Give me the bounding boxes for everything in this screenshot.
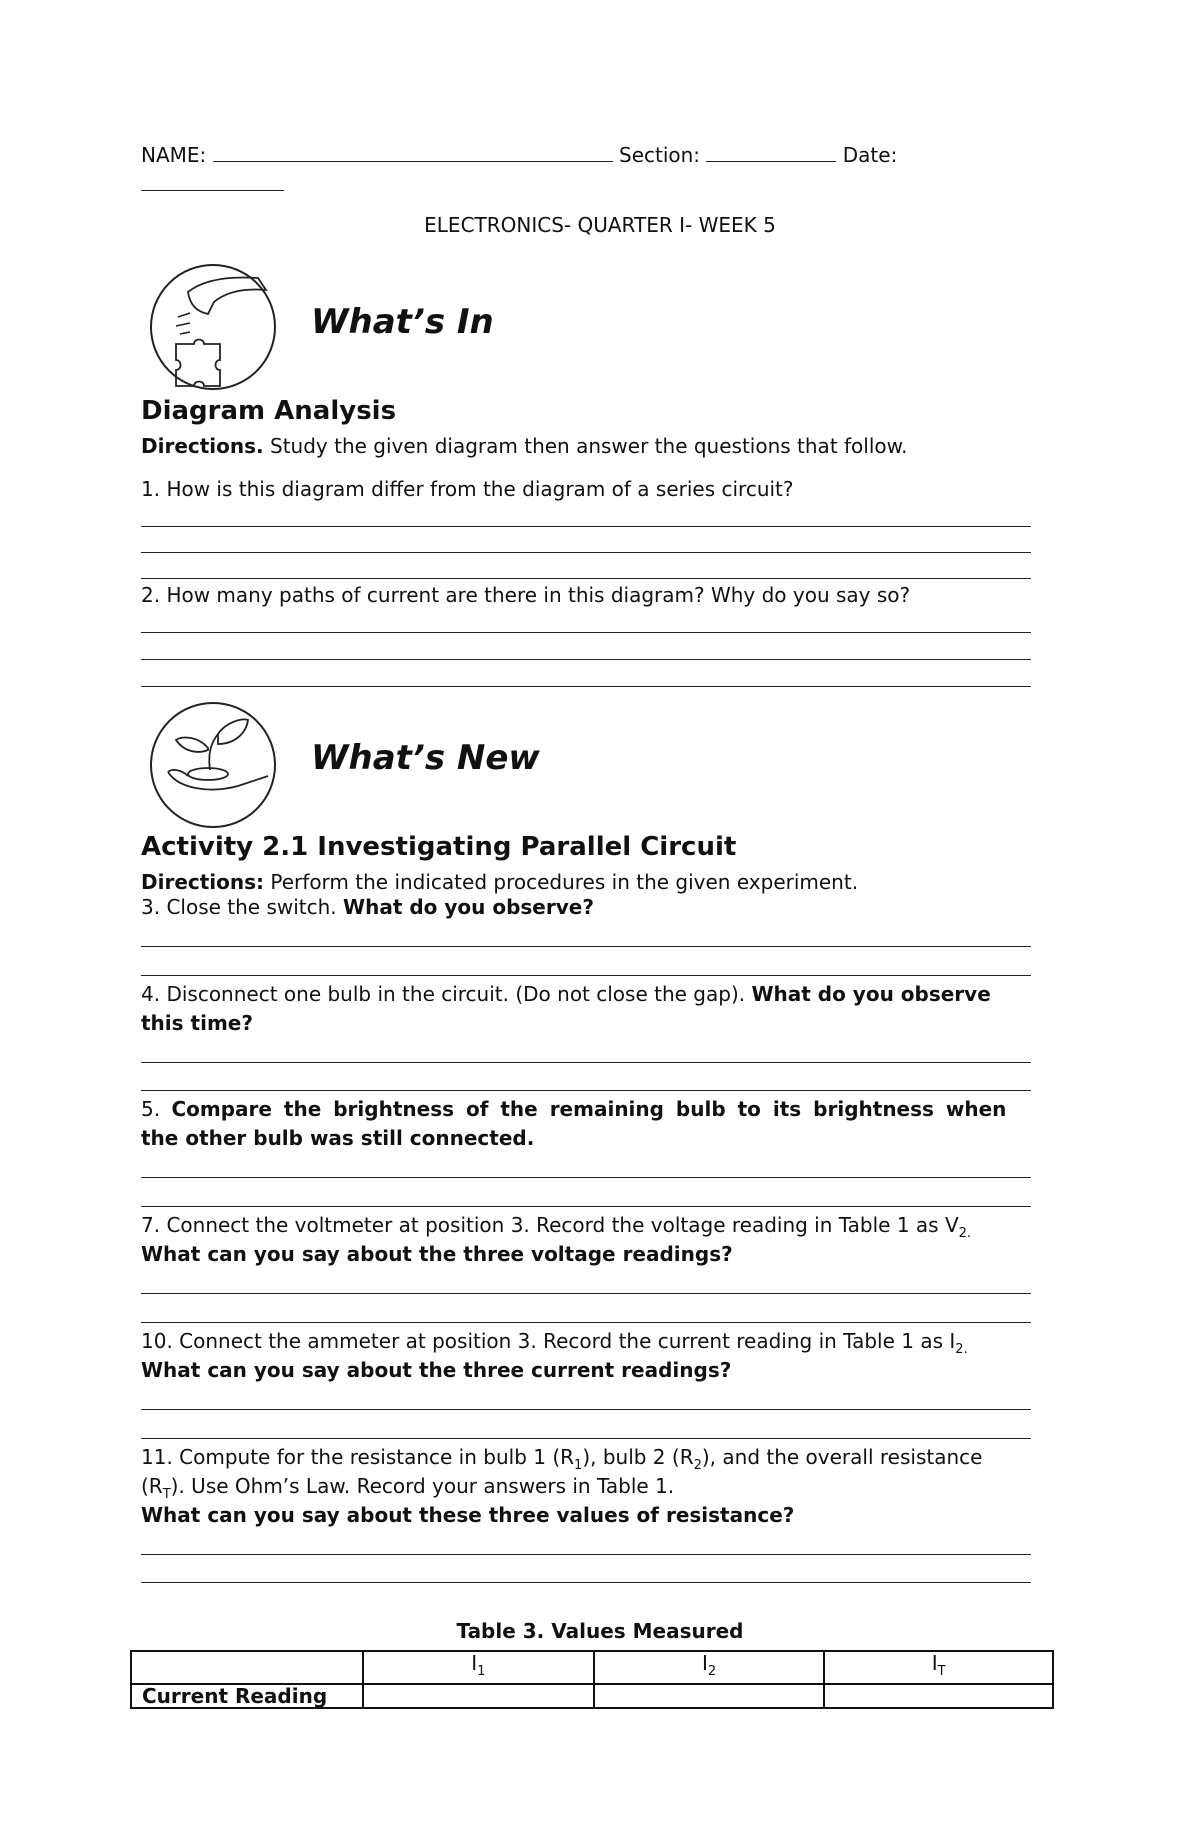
values-table — [130, 1650, 1054, 1709]
diagram-analysis-subheading: Diagram Analysis — [141, 396, 397, 426]
question-11-prompt: What can you say about these three values of resistance? — [141, 1503, 795, 1527]
header-label: I — [471, 1651, 478, 1675]
answer-line[interactable] — [141, 659, 1031, 660]
table-row-label: Current Reading — [131, 1684, 363, 1708]
question-5-prompt: Compare the brightness of the remaining bulb to its brightness when — [171, 1097, 1007, 1121]
header-label: I — [931, 1651, 938, 1675]
table-header-cell — [594, 1651, 825, 1684]
directions-text: Perform the indicated procedures in the given experiment. — [264, 870, 859, 894]
directions-label: Directions. — [141, 434, 264, 458]
name-label: NAME: — [141, 143, 207, 167]
header-sub: 2 — [707, 1664, 717, 1679]
answer-line[interactable] — [141, 578, 1031, 579]
answer-line[interactable] — [141, 1206, 1031, 1207]
question-5-prompt-cont: the other bulb was still connected. — [141, 1126, 535, 1150]
whats-in-directions — [141, 433, 908, 459]
question-11-sub: 2 — [693, 1458, 702, 1473]
whats-new-heading: What’s New — [311, 738, 540, 778]
question-11-text: 11. Compute for the resistance in bulb 1 (R — [141, 1445, 575, 1469]
table-row — [131, 1684, 1053, 1708]
question-5 — [141, 1096, 1006, 1122]
table-header-row — [131, 1651, 1053, 1684]
answer-line[interactable] — [141, 1582, 1031, 1583]
question-11-text: ), bulb 2 (R — [582, 1445, 694, 1469]
question-11-text: (R — [141, 1474, 163, 1498]
table-header-cell — [363, 1651, 594, 1684]
question-11-text: ). Use Ohm’s Law. Record your answers in Table 1. — [170, 1474, 675, 1498]
section-blank[interactable] — [706, 143, 836, 162]
question-7-sub: 2. — [958, 1226, 972, 1241]
table-cell[interactable] — [363, 1684, 594, 1708]
seedling-hand-icon — [148, 700, 278, 830]
answer-line[interactable] — [141, 686, 1031, 687]
table-cell[interactable] — [594, 1684, 825, 1708]
question-7-prompt: What can you say about the three voltage readings? — [141, 1242, 733, 1266]
question-11-sub: 1 — [574, 1458, 583, 1473]
question-4-prompt-cont: this time? — [141, 1011, 253, 1035]
table-header-cell — [131, 1651, 363, 1684]
question-7-text: 7. Connect the voltmeter at position 3. Record the voltage reading in Table 1 as V — [141, 1213, 959, 1237]
question-11-text: ), and the overall resistance — [701, 1445, 983, 1469]
question-3-text: 3. Close the switch. — [141, 895, 344, 919]
question-4-prompt: What do you observe — [751, 982, 991, 1006]
answer-line[interactable] — [141, 1293, 1031, 1294]
header-sub: 1 — [477, 1664, 486, 1679]
question-1: 1. How is this diagram differ from the diagram of a series circuit? — [141, 477, 794, 501]
whats-in-heading: What’s In — [311, 302, 494, 342]
puzzle-hand-icon — [148, 262, 278, 392]
whats-new-directions — [141, 869, 858, 895]
question-10-sub: 2. — [955, 1342, 968, 1357]
answer-line[interactable] — [141, 526, 1031, 527]
answer-line[interactable] — [141, 1409, 1031, 1410]
answer-line[interactable] — [141, 552, 1031, 553]
question-10-prompt: What can you say about the three current readings? — [141, 1358, 732, 1382]
answer-line[interactable] — [141, 632, 1031, 633]
table-cell[interactable] — [824, 1684, 1053, 1708]
question-10-text: 10. Connect the ammeter at position 3. Record the current reading in Table 1 as I — [141, 1329, 956, 1353]
question-4-text: 4. Disconnect one bulb in the circuit. (Do not close the gap). — [141, 982, 752, 1006]
section-label: Section: — [619, 143, 701, 167]
answer-line[interactable] — [141, 1554, 1031, 1555]
table-caption: Table 3. Values Measured — [456, 1619, 744, 1643]
name-row — [141, 142, 897, 168]
answer-line[interactable] — [141, 1438, 1031, 1439]
question-3-prompt: What do you observe? — [343, 895, 594, 919]
question-3 — [141, 894, 594, 920]
answer-line[interactable] — [141, 975, 1031, 976]
answer-line[interactable] — [141, 1090, 1031, 1091]
question-4 — [141, 981, 991, 1007]
answer-line[interactable] — [141, 1177, 1031, 1178]
answer-line[interactable] — [141, 1062, 1031, 1063]
answer-line[interactable] — [141, 946, 1031, 947]
directions-label: Directions: — [141, 870, 265, 894]
name-blank[interactable] — [213, 143, 613, 162]
header-sub: T — [937, 1664, 946, 1679]
table-header-cell — [824, 1651, 1053, 1684]
directions-text: Study the given diagram then answer the questions that follow. — [263, 434, 908, 458]
activity-subheading: Activity 2.1 Investigating Parallel Circuit — [141, 832, 737, 862]
question-11-sub: T — [162, 1487, 171, 1502]
page-title: ELECTRONICS- QUARTER I- WEEK 5 — [424, 213, 776, 237]
answer-line[interactable] — [141, 1322, 1031, 1323]
question-5-number: 5. — [141, 1097, 172, 1121]
date-label: Date: — [842, 143, 898, 167]
header-label: I — [701, 1651, 708, 1675]
date-blank[interactable] — [141, 190, 284, 191]
question-2: 2. How many paths of current are there in this diagram? Why do you say so? — [141, 583, 911, 607]
